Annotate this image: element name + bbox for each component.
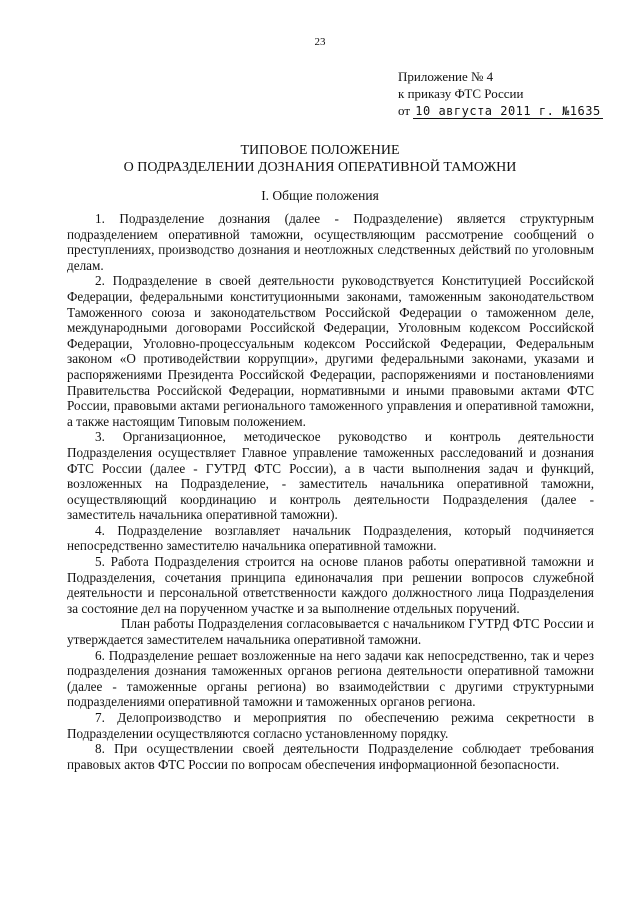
appendix-date-line [398,102,608,120]
appendix-date-prefix: от [398,103,411,118]
paragraph-5: 5. Работа Подразделения строится на основе планов работы оперативной таможни и Подразделения, сочетания принципа единоначалия при решении вопросов служебной деятельности и персональной ответственности каждого должностного лица Подразделения за состояние дел на порученном участке и за выполнение отдельных поручений. [67,554,594,616]
paragraph-6: 6. Подразделение решает возложенные на него задачи как непосредственно, так и через подразделения дознания таможенных органов региона деятельности оперативной таможни (далее - таможенные органы региона) во взаимодействии с другими структурными подразделениями оперативной таможни и таможенных органов региона. [67,647,594,710]
document-title [0,142,640,176]
appendix-date [413,104,602,119]
section-heading: I. Общие положения [261,188,379,203]
paragraph-1: 1. Подразделение дознания (далее - Подразделение) является структурным подразделением оперативной таможни, осуществляющим рассмотрение сообщений о преступлениях, производство дознания и неотложных следственных действий по уголовным делам. [67,211,594,273]
appendix-date-value: 10 августа 2011 г. [415,104,555,118]
paragraph-7: 7. Делопроизводство и мероприятия по обеспечению режима секретности в Подразделении осуществляются согласно установленному порядку. [67,710,594,741]
appendix-block [398,68,608,120]
appendix-title: Приложение № 4 [398,69,494,84]
paragraph-8: 8. При осуществлении своей деятельности Подразделение соблюдает требования правовых актов ФТС России по вопросам обеспечения информационной безопасности. [67,741,594,772]
paragraph-5-plan: План работы Подразделения согласовывается с начальником ГУТРД ФТС России и утверждается заместителем начальника оперативной таможни. [67,616,594,648]
document-body [67,211,594,772]
paragraph-3: 3. Организационное, методическое руководство и контроль деятельности Подразделения осуществляет Главное управление таможенных расследований и дознания ФТС России (далее - ГУТРД ФТС России), а в части выполнения задач и функций, возложенных на Подразделение, - заместитель начальника оперативной таможни, осуществляющий координацию и контроль деятельности Подразделения (далее - заместитель начальника оперативной таможни). [67,429,594,523]
appendix-order-reference: к приказу ФТС России [398,86,524,101]
page-number: 23 [314,36,326,48]
paragraph-4: 4. Подразделение возглавляет начальник Подразделения, который подчиняется непосредственно заместителю начальника оперативной таможни. [67,522,594,554]
appendix-order-number: №1635 [562,104,601,118]
document-title-line-2: О ПОДРАЗДЕЛЕНИИ ДОЗНАНИЯ ОПЕРАТИВНОЙ ТАМОЖНИ [123,160,517,175]
document-title-line-1: ТИПОВОЕ ПОЛОЖЕНИЕ [240,143,400,158]
paragraph-2: 2. Подразделение в своей деятельности руководствуется Конституцией Российской Федерации, федеральными конституционными законами, таможенным законодательством Таможенного союза и законодательством Российской Федерации о таможенном деле, международными договорами Российской Федерации, Уголовным кодексом Российской Федерации, Уголовно-процессуальным кодексом Российской Федерации, Федеральным законом «О противодействии коррупции», другими федеральными законами, указами и распоряжениями Президента Российской Федерации, распоряжениями и постановлениями Правительства Российской Федерации, нормативными и иными правовыми актами ФТС России, правовыми актами регионального таможенного управления и оперативной таможни, а также настоящим Типовым положением. [67,273,594,429]
